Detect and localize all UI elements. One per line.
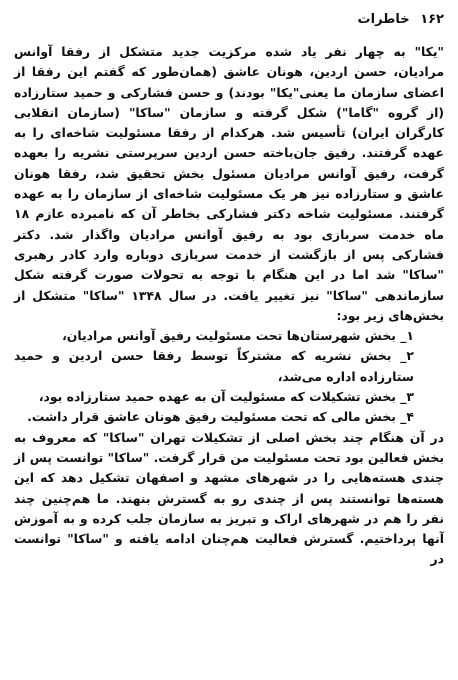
running-header bbox=[14, 10, 444, 42]
book-title: خاطرات bbox=[357, 12, 410, 27]
page-number: ۱۶۲ bbox=[420, 12, 444, 27]
paragraph: در آن هنگام چند بخش اصلی از تشکیلات تهران "ساکا" که معروف به بخش فعالین بود تحت مسئولیت من قرار گرفت. "ساکا" توانست پس از چندی هسته‌هایی را در شهرهای مشهد و اصفهان تشکیل دهد که این هسته‌ها توانستند پس از چندی رو به گسترش بنهند. ما هم‌چنین چند نفر را هم در شهرهای اراک و تبریز به سازمان جلب کرده و به آموزش آنها پرداختیم. گسترش فعالیت هم‌چنان ادامه یافته و "ساکا" توانست در bbox=[14, 429, 444, 567]
body-text bbox=[14, 42, 444, 570]
list-item: ۲_ بخش نشریه که مشترکاً توسط رفقا حسن اردین و حمید ستارزاده اداره می‌شد، bbox=[14, 348, 414, 384]
list-item: ۳_ بخش تشکیلات که مسئولیت آن به عهده حمید ستارزاده بود، bbox=[38, 389, 414, 405]
paragraph: "یکا" به چهار نفر یاد شده مرکزیت جدید متشکل از رفقا آوانس مرادیان، حسن اردین، هونان عاشق (همان‌طور که گفتم این رفقا از اعضای سازمان ما یعنی"یکا" بودند) و حسن فشارکی و حمید ستارزاده (از گروه "گاما") شکل گرفته و سازمان "ساکا" (سازمان انقلابی کارگران ایران) تأسیس شد. هرکدام از رفقا مسئولیت شاخه‌ای را به عهده گرفتند. رفیق جان‌باخته حسن اردین سرپرستی نشریه را بعهده گرفت، رفیق آوانس مرادیان مسئول بخش تحقیق شد، رفقا هونان عاشق و ستارزاده نیز هر یک مسئولیت شاخه‌ای از سازمان را به عهده گرفتند. مسئولیت شاخه دکتر فشارکی بخاطر آن که نامبرده عازم ۱۸ ماه خدمت سربازی بود به رفیق آوانس مرادیان واگذار شد. دکتر فشارکی پس از بازگشت از خدمت سربازی دوباره وارد کادر رهبری "ساکا" شد اما در این هنگام با توجه به تحولات صورت گرفته شکل سازماندهی "ساکا" نیز تغییر یافت. در سال ۱۳۴۸ "ساکا" متشکل از بخش‌های زیر بود: bbox=[14, 44, 444, 323]
list-item: ۴_ بخش مالی که تحت مسئولیت رفیق هونان عاشق قرار داشت. bbox=[27, 409, 414, 425]
list-item: ۱_ بخش شهرستان‌ها تحت مسئولیت رفیق آوانس مرادیان، bbox=[62, 328, 414, 344]
